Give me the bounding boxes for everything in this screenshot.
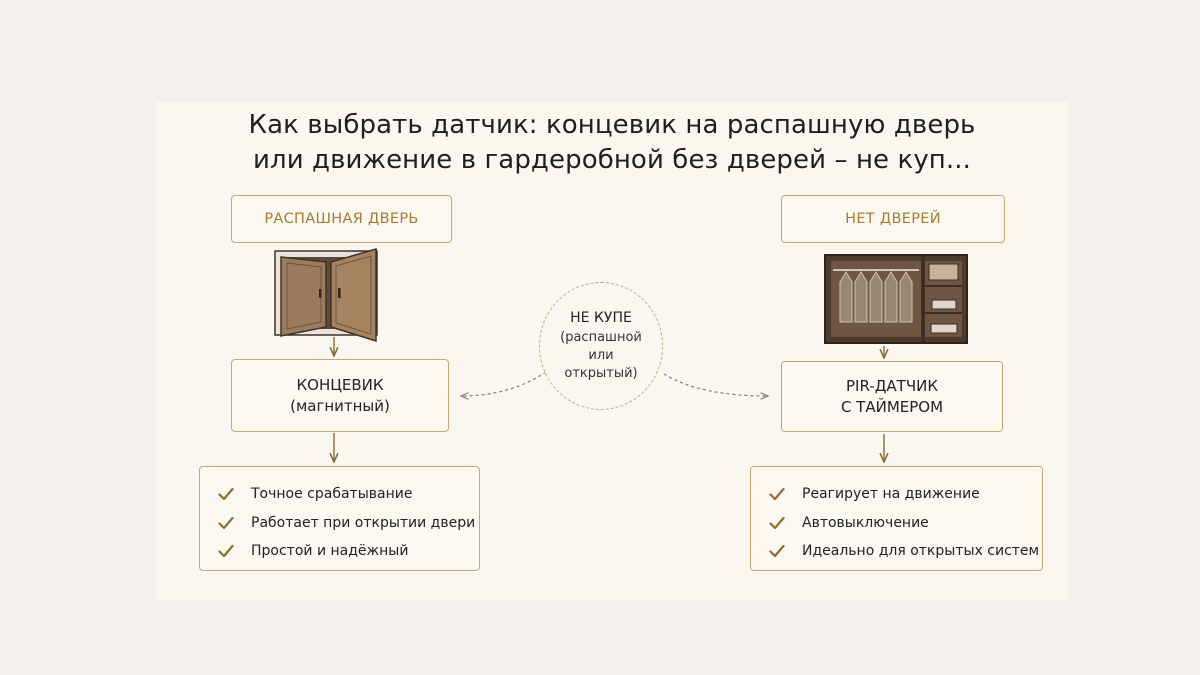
sensor-type: С ТАЙМЕРОМ — [840, 397, 944, 416]
swing-door-cabinet-icon — [275, 249, 377, 341]
header-no-doors — [781, 195, 1005, 243]
list-item-label: Реагирует на движение — [802, 486, 980, 503]
header-swing-door — [231, 195, 452, 243]
dashed-connector-right — [664, 374, 768, 396]
dashed-connector-left — [461, 372, 546, 396]
sensor-name: PIR-ДАТЧИК — [846, 376, 938, 395]
benefits-list-right — [750, 466, 1043, 571]
list-item-label: Идеально для открытых систем — [802, 543, 1040, 560]
check-icon — [769, 516, 785, 530]
center-note-line: открытый) — [564, 365, 638, 381]
check-icon — [218, 487, 234, 501]
title-line-1: Как выбрать датчик: концевик на распашную дверь — [248, 110, 976, 140]
header-swing-door-label: РАСПАШНАЯ ДВЕРЬ — [264, 211, 419, 227]
list-item — [769, 509, 1042, 538]
list-item — [769, 480, 1042, 509]
center-note-circle — [539, 282, 663, 410]
center-note-title: НЕ КУПЕ — [570, 309, 632, 326]
open-wardrobe-icon — [825, 255, 967, 343]
check-icon — [218, 516, 234, 530]
check-icon — [769, 544, 785, 558]
title-line-2: или движение в гардеробной без дверей – не куп... — [252, 145, 971, 175]
list-item-label: Простой и надёжный — [251, 543, 409, 560]
list-item-label: Работает при открытии двери — [251, 514, 476, 531]
header-no-doors-label: НЕТ ДВЕРЕЙ — [845, 211, 941, 227]
check-icon — [218, 544, 234, 558]
center-note-line: (распашной — [560, 329, 642, 345]
sensor-name: КОНЦЕВИК — [296, 375, 384, 394]
sensor-type: (магнитный) — [290, 396, 390, 415]
sensor-box-limit-switch — [231, 359, 449, 432]
list-item-label: Точное срабатывание — [251, 486, 413, 503]
center-note-line: или — [588, 347, 614, 363]
benefits-list-left — [199, 466, 480, 571]
list-item — [769, 537, 1042, 566]
list-item — [218, 480, 479, 509]
check-icon — [769, 487, 785, 501]
list-item — [218, 509, 479, 538]
sensor-box-pir — [781, 361, 1003, 432]
list-item-label: Автовыключение — [802, 514, 929, 531]
list-item — [218, 537, 479, 566]
